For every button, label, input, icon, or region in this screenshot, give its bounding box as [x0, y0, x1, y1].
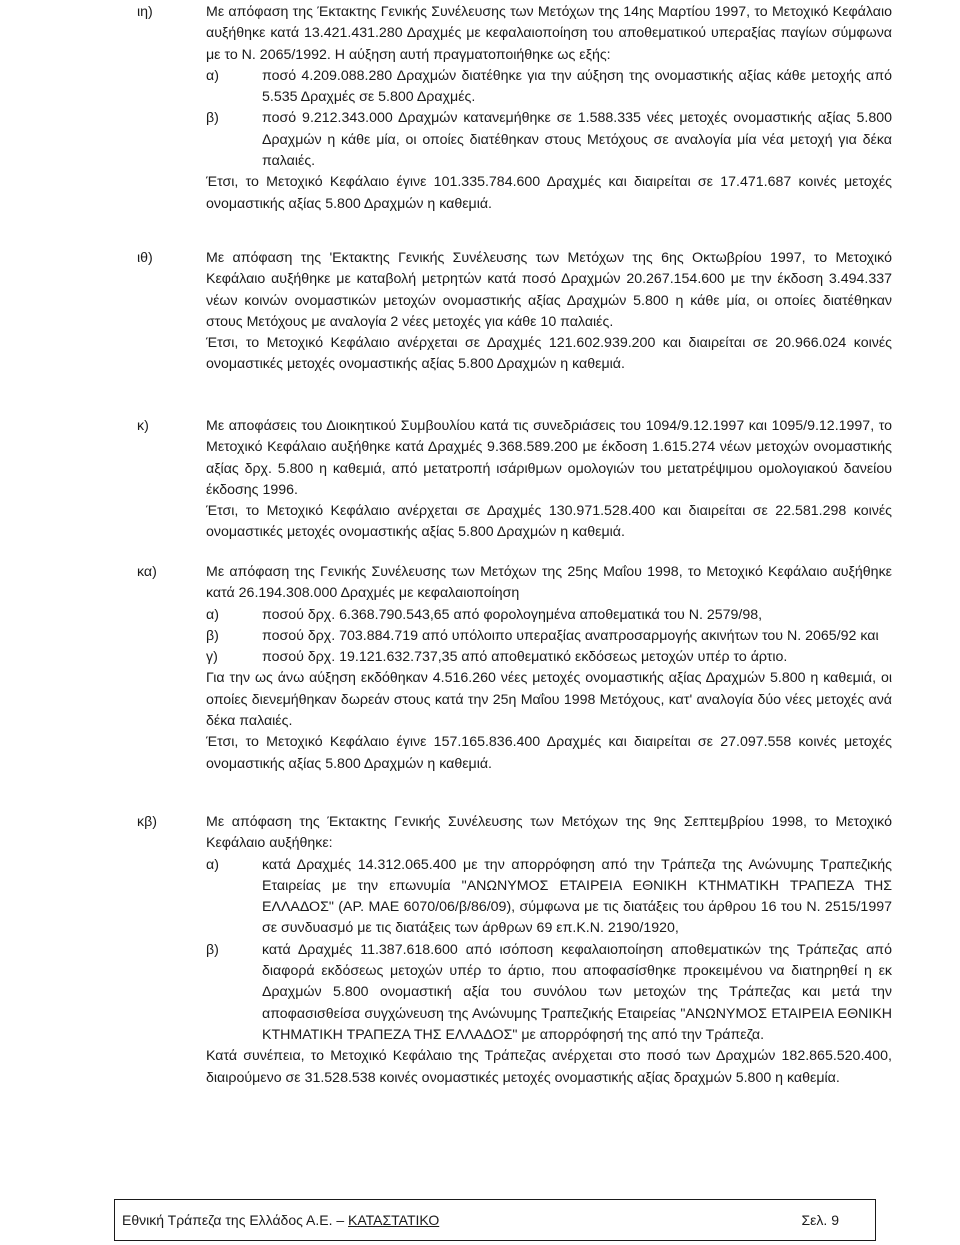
sub-text: ποσού δρχ. 19.121.632.737,35 από αποθεματικό εκδόσεως μετοχών υπέρ το άρτιο.: [262, 649, 788, 666]
sub-text: κατά Δραχμές 14.312.065.400 με την απορρόφηση από την Τράπεζα της Ανώνυμης Τραπεζικής Εταιρείας με την επωνυμία "ΑΝΩΝΥΜΟΣ ΕΤΑΙΡΕΙΑ ΕΘΝΙΚΗ ΚΤΗΜΑΤΙΚΗ ΤΡΑΠΕΖΑ ΤΗΣ ΕΛΛΑΔΟΣ" (ΑΡ. ΜΑΕ 6070/06/β/86/09), σύμφωνα με τις διατάξεις του άρθρου 16 του Ν. 2515/1997 σε συνδυασμό με τις διατάξεις των άρθρων 69 επ.Κ.Ν. 2190/1920,: [262, 856, 892, 937]
paragraph: Έτσι, το Μετοχικό Κεφάλαιο έγινε 157.165.836.400 Δραχμές και διαιρείται σε 27.097.558 κοινές μετοχές ονομαστικής αξίας 5.800 Δραχμών η καθεμιά.: [206, 734, 892, 772]
paragraph: Κατά συνέπεια, το Μετοχικό Κεφάλαιο της Τράπεζας ανέρχεται στο ποσό των Δραχμών 182.865.520.400, διαιρούμενο σε 31.528.538 κοινές ονομαστικές μετοχές ονομαστικής αξίας δραχμών 5.800 η καθεμία.: [206, 1048, 892, 1086]
paragraph: Έτσι, το Μετοχικό Κεφάλαιο ανέρχεται σε Δραχμές 121.602.939.200 και διαιρείται σε 20.966.024 κοινές ονομαστικές μετοχές ονομαστικής αξίας 5.800 Δραχμών η καθεμιά.: [206, 335, 892, 373]
section-label: ιη): [137, 4, 153, 20]
section-label: ιθ): [137, 250, 153, 266]
sub-text: ποσού δρχ. 6.368.790.543,65 από φορολογημένα αποθεματικά του Ν. 2579/98,: [262, 606, 763, 623]
sub-label: α): [206, 67, 219, 84]
footer-title: [122, 1210, 439, 1231]
sub-item: [206, 940, 892, 1046]
sub-text: κατά Δραχμές 11.387.618.600 από ισόποση κεφαλαιοποίηση αποθεματικών της Τράπεζας από διαφορά εκδόσεως μετοχών υπέρ το άρτιο, που αποφασίσθηκε προκειμένου να διατηρηθεί η εκ Δραχμών 5.800 ονομαστική αξία του συνόλου των μετοχών της Τράπεζας και μετά την αποφασισθείσα συγχώνευση της Ανώνυμης Τραπεζικής Εταιρείας "ΑΝΩΝΥΜΟΣ ΕΤΑΙΡΕΙΑ ΕΘΝΙΚΗ ΚΤΗΜΑΤΙΚΗ ΤΡΑΠΕΖΑ ΤΗΣ ΕΛΛΑΔΟΣ" με απορρόφησή της από την Τράπεζα.: [262, 941, 892, 1043]
paragraph: Έτσι, το Μετοχικό Κεφάλαιο ανέρχεται σε Δραχμές 130.971.528.400 και διαιρείται σε 22.581.298 κοινές ονομαστικές μετοχές ονομαστικής αξίας 5.800 Δραχμών η καθεμιά.: [206, 503, 892, 541]
sub-item: [206, 108, 892, 172]
sub-label: α): [206, 606, 219, 623]
sub-label: α): [206, 856, 219, 873]
sub-item: [206, 605, 892, 626]
sub-text: ποσό 4.209.088.280 Δραχμών διατέθηκε για την αύξηση της ονομαστικής αξίας κάθε μετοχής από 5.535 Δραχμές σε 5.800 Δραχμές.: [262, 67, 892, 106]
sub-item: [206, 66, 892, 109]
paragraph: Με απόφαση της Έκτακτης Γενικής Συνέλευσης των Μετόχων της 14ης Μαρτίου 1997, το Μετοχικό Κεφάλαιο αυξήθηκε κατά 13.421.431.280 Δραχμές με κεφαλαιοποίηση του αποθεματικού υπεραξίας παγίων σύμφωνα με το Ν. 2065/1992. Η αύξηση αυτή πραγματοποιήθηκε ως εξής:: [206, 4, 892, 63]
page-footer: [114, 1199, 876, 1241]
section-body: [206, 562, 892, 775]
page-number: Σελ. 9: [801, 1212, 839, 1228]
section-label: κ): [137, 418, 149, 434]
paragraph: Με αποφάσεις του Διοικητικού Συμβουλίου κατά τις συνεδριάσεις του 1094/9.12.1997 και 1095/9.12.1997, το Μετοχικό Κεφάλαιο αυξήθηκε κατά Δραχμές 9.368.589.200 με έκδοση 1.615.274 νέων μετοχών ονομαστικής αξίας δρχ. 5.800 η καθεμιά, από μετατροπή ισάριθμων ομολογιών του μετατρέψιμου ομολογιακού δανείου έκδοσης 1996.: [206, 418, 892, 498]
footer-doc-name: ΚΑΤΑΣΤΑΤΙΚΟ: [348, 1212, 440, 1228]
paragraph: Για την ως άνω αύξηση εκδόθηκαν 4.516.260 νέες μετοχές ονομαστικής αξίας Δραχμών 5.800 η καθεμιά, οι οποίες διενεμήθηκαν δωρεάν στους κατά την 25η Μαΐου 1998 Μετόχους, κατ' αναλογία δύο νέες μετοχές ανά δέκα παλαιές.: [206, 670, 892, 730]
sub-label: β): [206, 110, 219, 127]
sub-item: [206, 626, 892, 647]
sub-item: [206, 855, 892, 940]
footer-bank-name: Εθνική Τράπεζα της Ελλάδος Α.Ε. –: [122, 1212, 345, 1228]
section-body: [206, 416, 892, 544]
sub-text: ποσό 9.212.343.000 Δραχμών κατανεμήθηκε σε 1.588.335 νέες μετοχές ονομαστικής αξίας 5.800 Δραχμών η κάθε μία, οι οποίες διατέθηκαν στους Μετόχους σε αναλογία μία νέα μετοχή για δέκα παλαιές.: [262, 110, 892, 170]
section-body: [206, 812, 892, 1089]
paragraph: Έτσι, το Μετοχικό Κεφάλαιο έγινε 101.335.784.600 Δραχμές και διαιρείται σε 17.471.687 κοινές μετοχές ονομαστικής αξίας 5.800 Δραχμών η καθεμιά.: [206, 174, 892, 212]
paragraph: Με απόφαση της 'Εκτακτης Γενικής Συνέλευσης των Μετόχων της 6ης Οκτωβρίου 1997, το Μετοχικό Κεφάλαιο αυξήθηκε με καταβολή μετρητών κατά ποσό Δραχμών 20.267.154.600 με την έκδοση 3.494.337 νέων κοινών ονομαστικών μετοχών ονομαστικής αξίας Δραχμών 5.800 η κάθε μία, οι οποίες διατέθηκαν στους Μετόχους με αναλογία 2 νέες μετοχές για κάθε 10 παλαιές.: [206, 250, 892, 330]
sub-item: [206, 647, 892, 668]
section-body: [206, 2, 892, 215]
section-label: κα): [137, 564, 157, 580]
sub-label: γ): [206, 649, 218, 666]
sub-label: β): [206, 941, 219, 958]
sub-text: ποσού δρχ. 703.884.719 από υπόλοιπο υπεραξίας αναπροσαρμογής ακινήτων του Ν. 2065/92 και: [262, 627, 879, 644]
section-label: κβ): [137, 814, 157, 830]
section-body: [206, 248, 892, 376]
paragraph: Με απόφαση της Έκτακτης Γενικής Συνέλευσης των Μετόχων της 9ης Σεπτεμβρίου 1998, το Μετοχικό Κεφάλαιο αυξήθηκε:: [206, 814, 892, 852]
paragraph: Με απόφαση της Γενικής Συνέλευσης των Μετόχων της 25ης Μαΐου 1998, το Μετοχικό Κεφάλαιο αυξήθηκε κατά 26.194.308.000 Δραχμές με κεφαλαιοποίηση: [206, 564, 892, 602]
sub-label: β): [206, 627, 219, 644]
